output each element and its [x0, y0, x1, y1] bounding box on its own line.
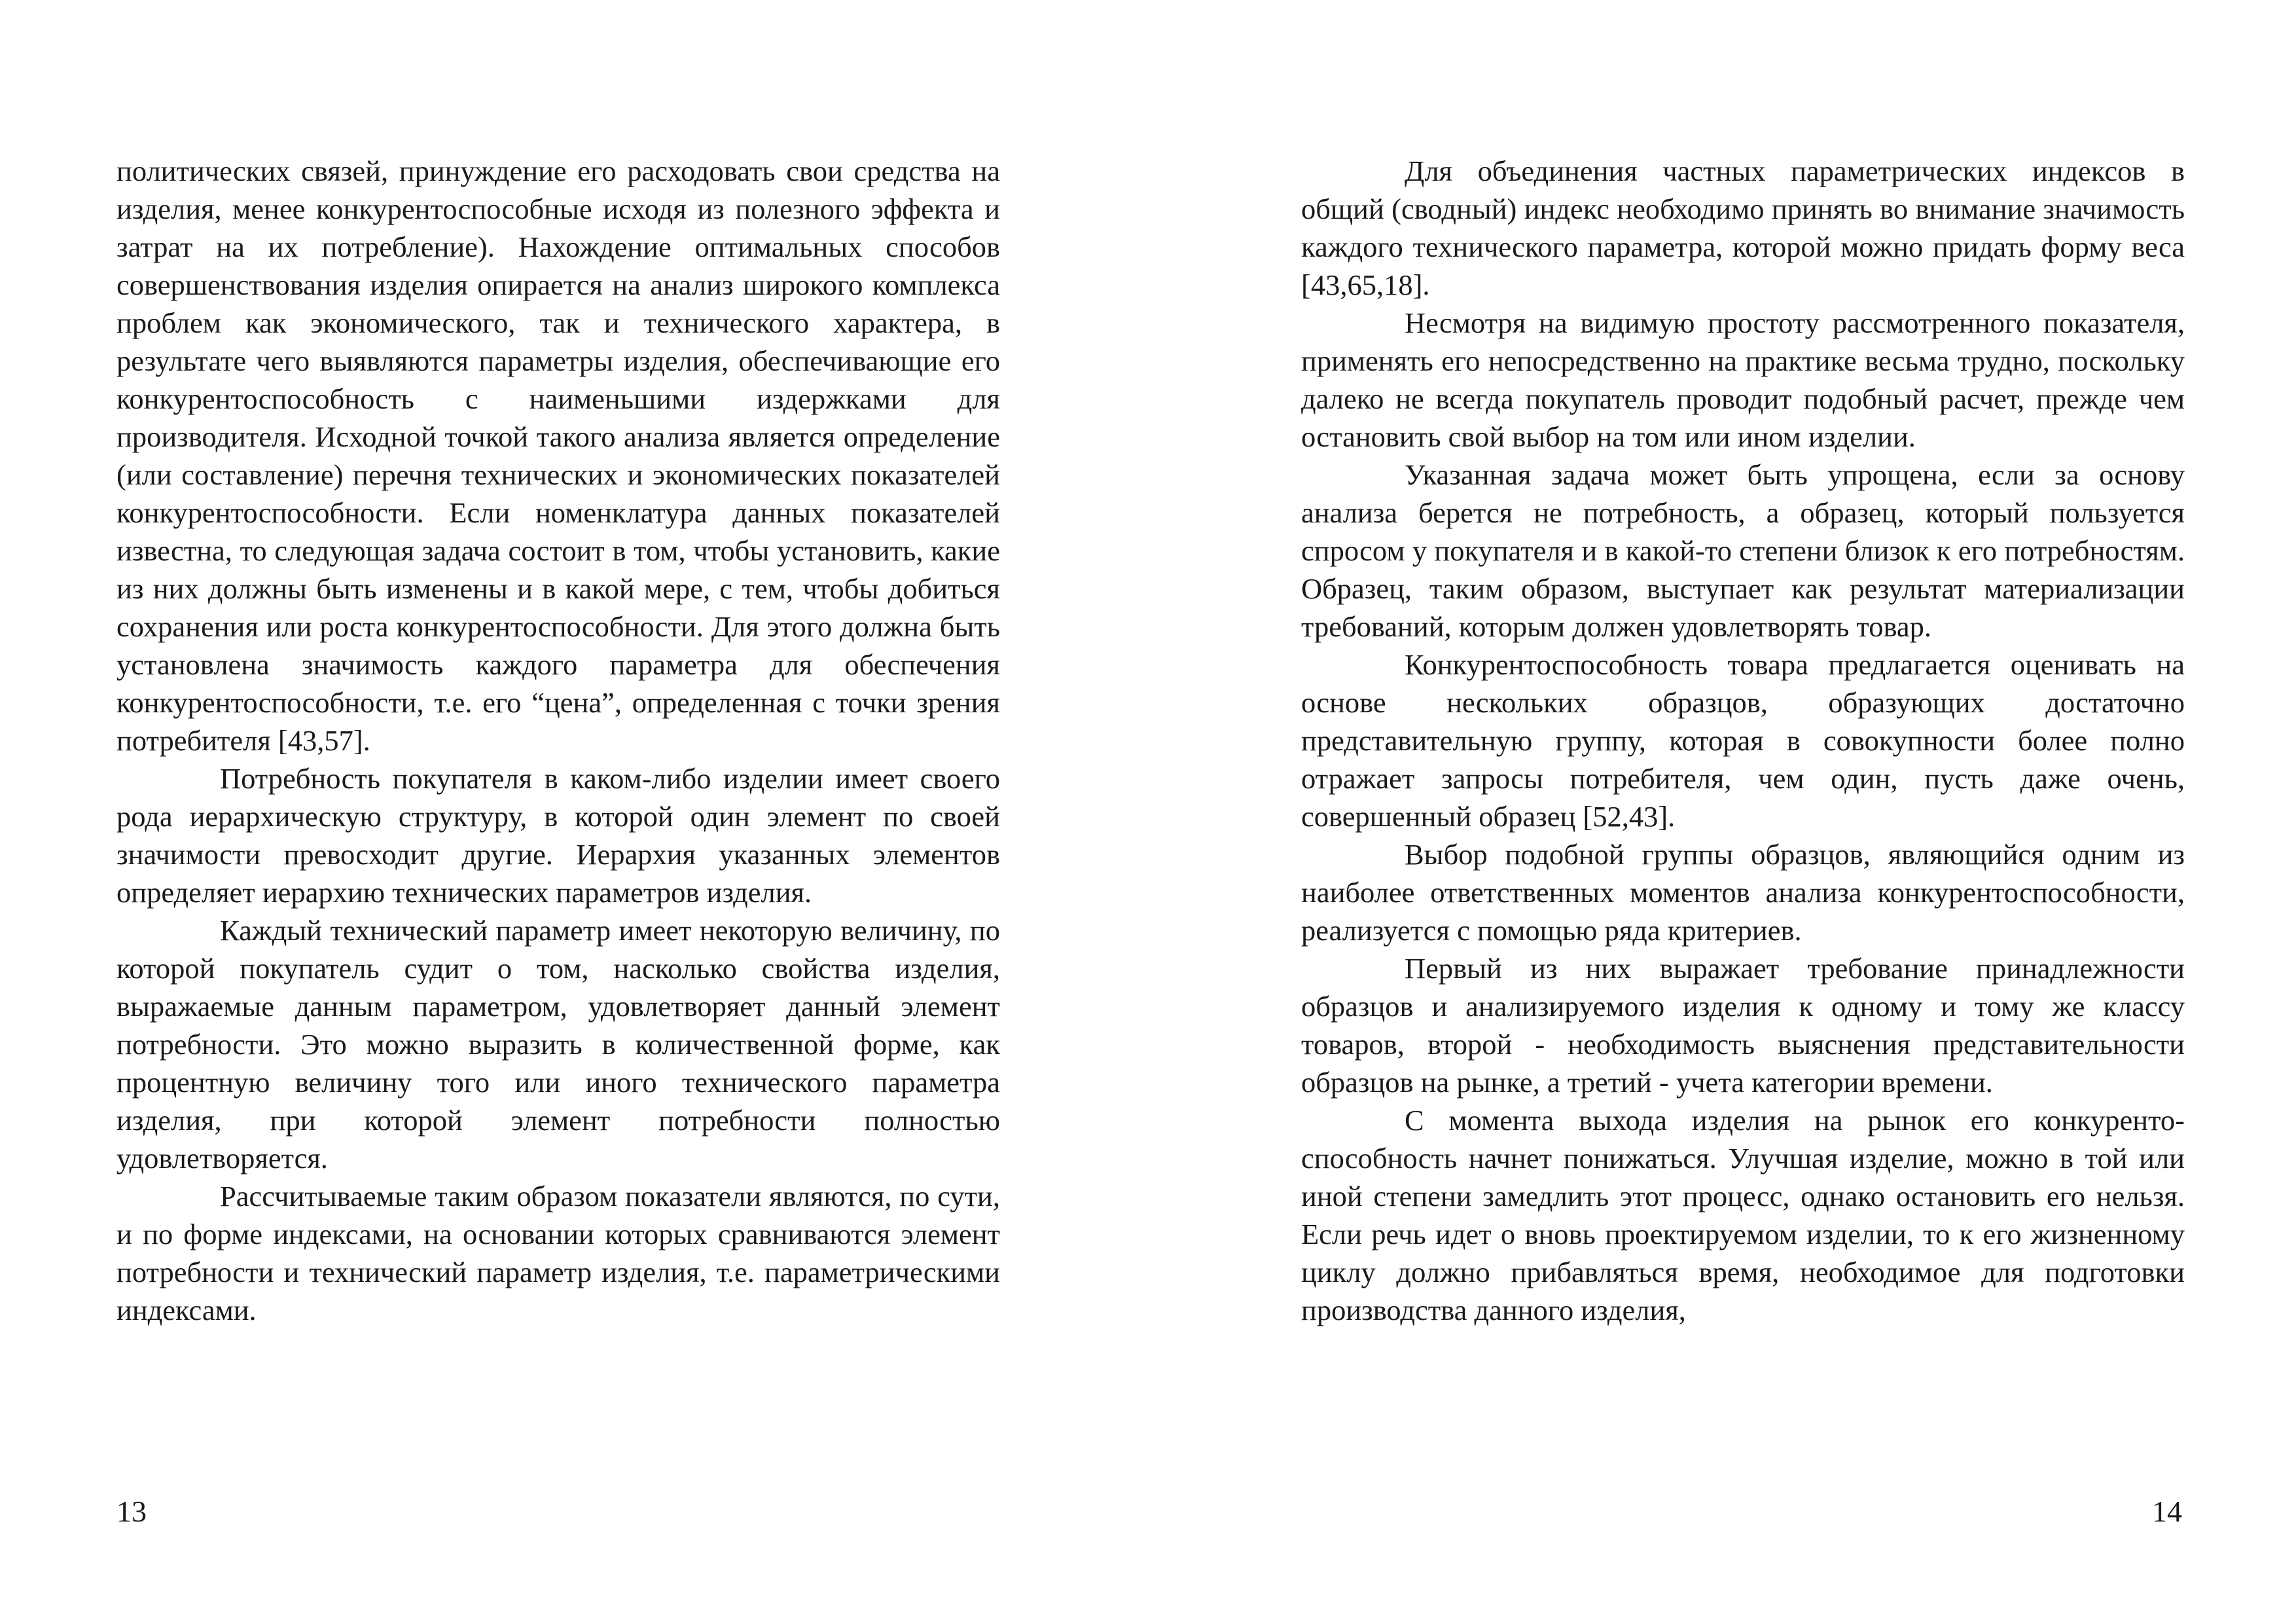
left-page-text: [117, 152, 1000, 1329]
right-paragraph-4: Конкурентоспособность товара предлагается оценивать на основе нескольких образцов, образующих достаточно представительную группу, которая в совокупности более полно отражает запросы потребителя, чем один, пусть даже очень, совершенный образец [52,43].: [1301, 648, 2185, 833]
right-page-number: 14: [2152, 1495, 2182, 1528]
left-paragraph-2: Потребность покупателя в каком-либо изделии имеет своего рода иерархическую структуру, в которой один элемент по своей значимости превосходит другие. Иерархия указанных элементов определяет иерархию технических параметров изделия.: [117, 762, 1000, 909]
right-paragraph-5: Выбор подобной группы образцов, являющийся одним из наиболее ответственных моментов анализа конкурентоспособности, реализуется с помощью ряда критериев.: [1301, 838, 2185, 947]
right-paragraph-2: Несмотря на видимую простоту рассмотренного показателя, применять его непосредственно на практике весьма трудно, поскольку далеко не всегда покупатель проводит подобный расчет, прежде чем остановить свой выбор на том или ином изделии.: [1301, 306, 2185, 453]
left-paragraph-3: Каждый технический параметр имеет некоторую величину, по которой покупатель судит о том, насколько свойства изделия, выражаемые данным параметром, удовлетворяет данный элемент потребности. Это можно выразить в количественной форме, как процентную величину того или иного технического параметра изделия, при которой элемент потребности полностью удовлетворяется.: [117, 914, 1000, 1175]
right-paragraph-7: С момента выхода изделия на рынок его конкурентоспособность начнет понижаться. Улучшая изделие, можно в той или иной степени замедлить этот процесс, однако остановить его нельзя. Если речь идет о вновь проектируемом изделии, то к его жизненному циклу должно прибавляться время, необходимое для подготовки производства данного изделия,: [1301, 1104, 2185, 1326]
right-paragraph-3: Указанная задача может быть упрощена, если за основу анализа берется не потребность, а образец, который пользуется спросом у покупателя и в какой-то степени близок к его потребностям. Образец, таким образом, выступает как результат материализации требований, которым должен удовлетворять товар.: [1301, 458, 2185, 643]
right-paragraph-1: Для объединения частных параметрических индексов в общий (сводный) индекс необходимо принять во внимание значимость каждого технического параметра, которой можно придать форму веса [43,65,18].: [1301, 155, 2185, 301]
left-paragraph-1: политических связей, принуждение его расходовать свои средства на изделия, менее конкурентоспособные исходя из полезного эффекта и затрат на их потребление). Нахождение оптимальных способов совершенствования изделия опирается на анализ широкого комплекса проблем как экономического, так и технического характера, в результате чего выявляются параметры изделия, обеспечивающие его конкурентоспособность с наименьшими издержками для производителя. Исходной точкой такого анализа является определение (или составление) перечня технических и экономических показателей конкурентоспособности. Если номенклатура данных показателей известна, то следующая задача состоит в том, чтобы установить, какие из них должны быть изменены и в какой мере, с тем, чтобы добиться сохранения или роста конкурентоспособности. Для этого должна быть установлена значимость каждого параметра для обеспечения конкурентоспособности, т.е. его “цена”, определенная с точки зрения потребителя [43,57].: [117, 155, 1000, 757]
right-page-text: [1301, 152, 2185, 1329]
right-page: [1301, 152, 2185, 1329]
left-paragraph-4: Рассчитываемые таким образом показатели являются, по сути, и по форме индексами, на основании которых сравниваются элемент потребности и технический параметр изделия, т.е. параметрическими индексами.: [117, 1180, 1000, 1326]
left-page-number: 13: [117, 1495, 147, 1528]
left-page: [117, 152, 1000, 1329]
right-paragraph-6: Первый из них выражает требование принадлежности образцов и анализируемого изделия к одному и тому же классу товаров, второй - необходимость выяснения представительности образцов на рынке, а третий - учета категории времени.: [1301, 952, 2185, 1099]
